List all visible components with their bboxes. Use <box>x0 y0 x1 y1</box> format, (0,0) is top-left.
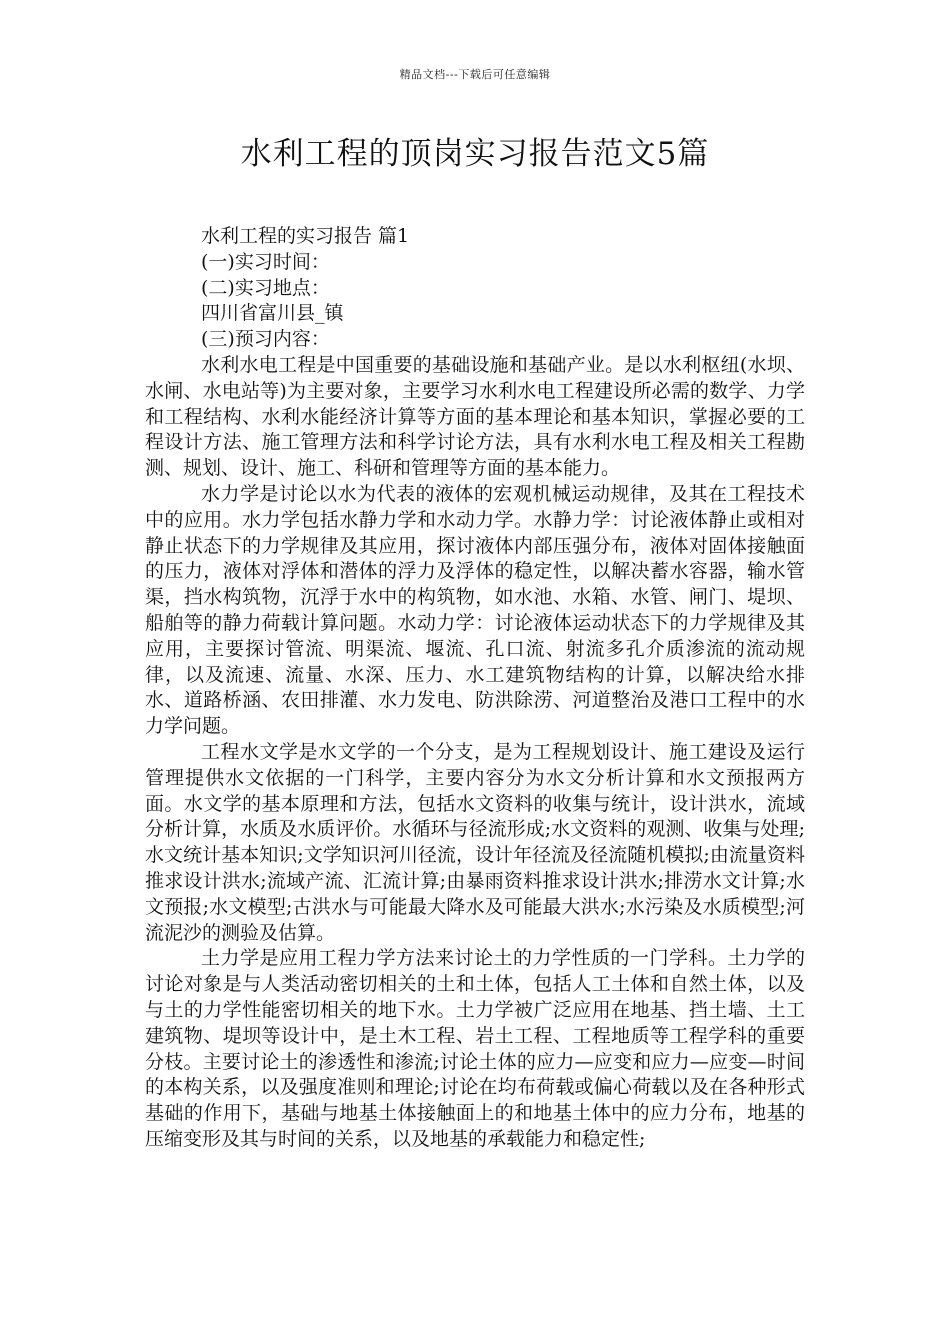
list-item: 四川省富川县_镇 <box>201 302 344 325</box>
document-body <box>145 224 805 1153</box>
paragraph-hydro-engineering: 水利水电工程是中国重要的基础设施和基础产业。是以水利枢纽(水坝、水闸、水电站等)为主要对象，主要学习水利水电工程建设所必需的数学、力学和工程结构、水利水能经济计算等方面的基本理论和基本知识，掌握必要的工程设计方法、施工管理方法和科学讨论方法，具有水利水电工程及相关工程勘测、规划、设计、施工、科研和管理等方面的基本能力。 <box>145 353 805 480</box>
list-item: (一)实习时间： <box>201 250 330 273</box>
paragraph-soil-mechanics: 土力学是应用工程力学方法来讨论土的力学性质的一门学科。土力学的讨论对象是与人类活动密切相关的土和土体，包括人工土体和自然土体，以及与土的力学性能密切相关的地下水。土力学被广泛应用在地基、挡土墙、土工建筑物、堤坝等设计中，是土木工程、岩土工程、工程地质等工程学科的重要分枝。主要讨论土的渗透性和渗流;讨论土体的应力—应变和应力—应变—时间的本构关系，以及强度准则和理论;讨论在均布荷载或偏心荷载以及在各种形式基础的作用下，基础与地基土体接触面上的和地基土体中的应力分布，地基的压缩变形及其与时间的关系，以及地基的承载能力和稳定性; <box>145 947 805 1150</box>
section-heading: 水利工程的实习报告 篇1 <box>201 225 410 247</box>
document-title: 水利工程的顶岗实习报告范文5篇 <box>240 136 710 172</box>
paragraph-hydraulics: 水力学是讨论以水为代表的液体的宏观机械运动规律，及其在工程技术中的应用。水力学包括水静力学和水动力学。水静力学：讨论液体静止或相对静止状态下的力学规律及其应用，探讨液体内部压强分布，液体对固体接触面的压力，液体对浮体和潜体的浮力及浮体的稳定性，以解决蓄水容器，输水管渠，挡水构筑物，沉浮于水中的构筑物，如水池、水箱、水管、闸门、堤坝、船舶等的静力荷载计算问题。水动力学：讨论液体运动状态下的力学规律及其应用，主要探讨管流、明渠流、堰流、孔口流、射流多孔介质渗流的流动规律，以及流速、流量、水深、压力、水工建筑物结构的计算，以解决给水排水、道路桥涵、农田排灌、水力发电、防洪除涝、河道整治及港口工程中的水力学问题。 <box>145 482 805 738</box>
header-note: 精品文档---下载后可任意编辑 <box>399 68 551 81</box>
list-item: (三)预习内容： <box>201 328 330 351</box>
list-item: (二)实习地点： <box>201 276 330 299</box>
paragraph-engineering-hydrology: 工程水文学是水文学的一个分支，是为工程规划设计、施工建设及运行管理提供水文依据的一门科学，主要内容分为水文分析计算和水文预报两方面。水文学的基本原理和方法，包括水文资料的收集与统计，设计洪水，流域分析计算，水质及水质评价。水循环与径流形成;水文资料的观测、收集与处理;水文统计基本知识;文学知识河川径流，设计年径流及径流随机模拟;由流量资料推求设计洪水;流域产流、汇流计算;由暴雨资料推求设计洪水;排涝水文计算;水文预报;水文模型;古洪水与可能最大降水及可能最大洪水;水污染及水质模型;河流泥沙的测验及估算。 <box>145 740 805 944</box>
